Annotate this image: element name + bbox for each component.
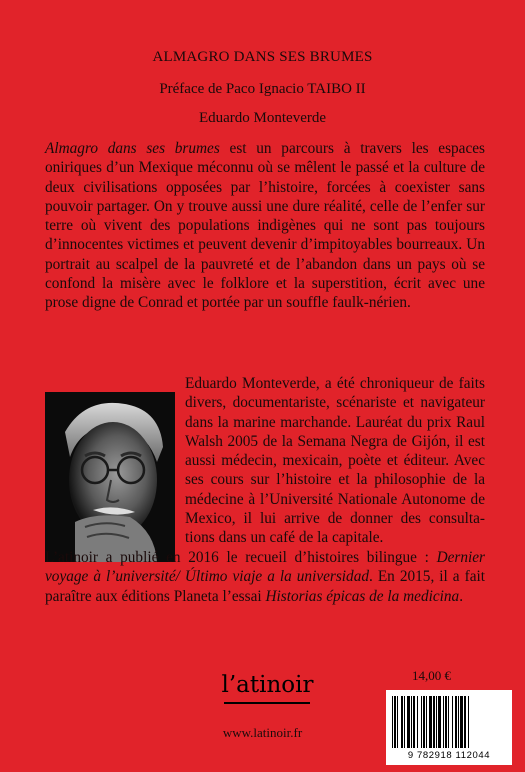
publisher-logo bbox=[220, 672, 315, 708]
price-label: 14,00 € bbox=[412, 668, 451, 683]
publisher-note-text-1: L’atinoir a publié en 2016 le recueil d’histoires bilingue : bbox=[45, 549, 437, 566]
author-name: Eduardo Monteverde bbox=[198, 110, 327, 126]
publisher-note-book-title-2: Historias épicas de la medicina bbox=[265, 587, 460, 605]
publisher-note-book-title-1: Dernier voyage à l’université/ Último viaje a la universidad bbox=[45, 549, 485, 586]
book-summary bbox=[45, 139, 485, 313]
summary-text: est un parcours à travers les espaces oniriques d’un Mexique méconnu où se mêlent le passé et la culture de deux civilisations opposées par l’histoire, forcées à coexister sans pouvoir partager. On y trouve aussi une dure réalité, celle de l’enfer sur terre où vivent des populations indigènes qui ne sont pas toujours d’innocentes victimes et peuvent devenir d’impitoyables bourreaux. Un portrait au scalpel de la pauvreté et de l’abandon dans un pays où se confond la misère avec le folklore et la superstition, écrit avec une prose digne de Conrad et portée par un souffle faulk-nérien. bbox=[45, 140, 486, 312]
publisher-website: www.latinoir.fr bbox=[222, 725, 303, 740]
isbn-number: 9 782918 112044 bbox=[407, 750, 491, 761]
summary-title: Almagro dans ses brumes bbox=[45, 140, 220, 157]
publisher-logo-underline bbox=[224, 702, 310, 704]
author-biography: Eduardo Monteverde, a été chroniqueur de faits divers, documentariste, scénariste et navigateur dans la marine marchande. Lauréat du prix Raul Walsh 2005 de la Semana Negra de Gijón, il est aussi médecin, mexicain, poète et éditeur. Avec ses cours sur l’histoire et la philosophie de la médecine à l’Université Nationale Autonome de Mexico, il lui arrive de donner des consulta-tions dans un café de la capitale. bbox=[185, 375, 485, 547]
publisher-note-text-2: . En 2015, il a fait paraître aux éditions Planeta l’essai bbox=[45, 568, 485, 605]
preface-credit: Préface de Paco Ignacio TAIBO II bbox=[159, 81, 366, 97]
publisher-note bbox=[45, 548, 485, 606]
publisher-note-text-3: . bbox=[459, 587, 464, 605]
book-title: ALMAGRO DANS SES BRUMES bbox=[152, 49, 373, 65]
barcode-bars bbox=[386, 690, 512, 752]
author-photo bbox=[45, 392, 175, 562]
author-portrait-image bbox=[45, 392, 175, 562]
isbn-barcode bbox=[386, 690, 512, 765]
publisher-logo-text: l’atinoir bbox=[221, 672, 314, 698]
